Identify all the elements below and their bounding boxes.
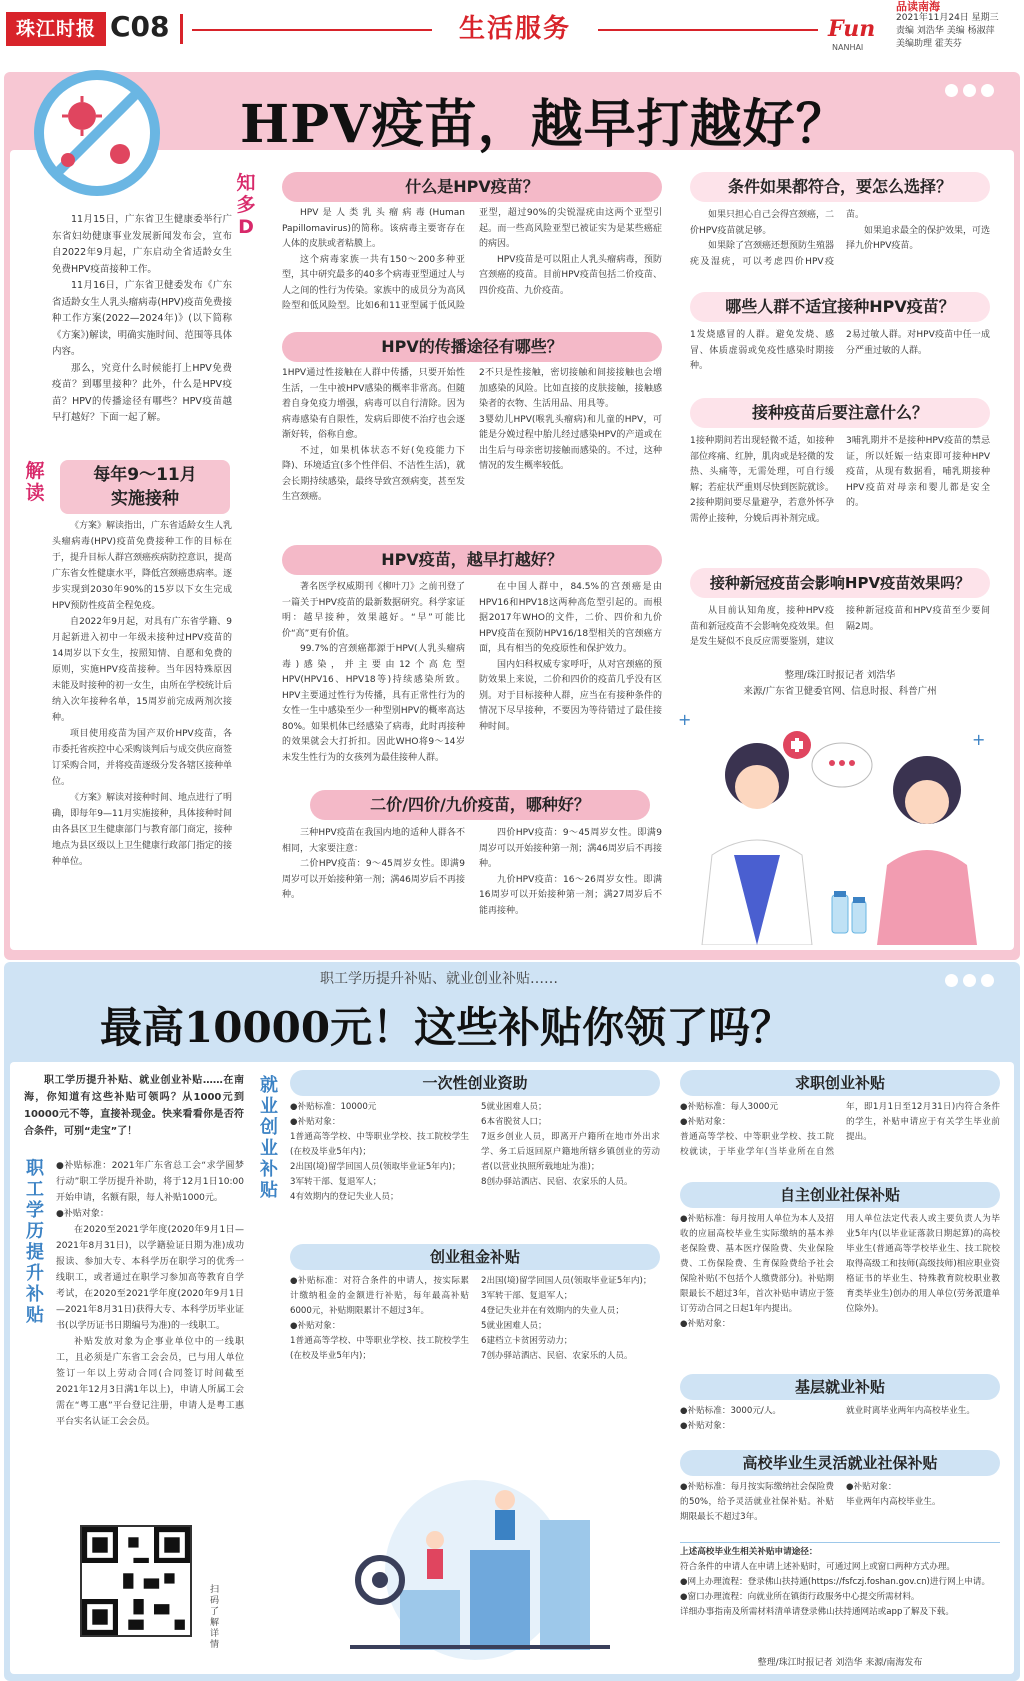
paper-logo: 珠江时报 [6,12,106,46]
qr-caption: 扫码了解详情 [210,1585,220,1650]
b1-item: 1普通高等学校、中等职业学校、技工院校学生(在校及毕业5年内)； [290,1132,469,1157]
intro-paragraph: 11月15日，广东省卫生健康委举行广东省妇幼健康事业发展新闻发布会，宣布自2022年9月起，广东启动全省适龄女生免费HPV疫苗接种工作。 [52,214,232,275]
hpv-intro [52,212,232,427]
q4-paragraph: 九价HPV疫苗：16～26周岁女性。即满16周岁可以开始接种第一剂；满27周岁后不能再接种。 [479,874,662,916]
intro-paragraph: 职工学历提升补贴、就业创业补贴……在南海，你知道有这些补贴可领吗？从1000元到10000元不等，直接补现金。快来看看你是否符合条件，可别“走宝”了！ [24,1075,244,1137]
credit-line: 整理/珠江时报记者 刘浩华 [784,670,896,681]
b1-heading: 一次性创业资助 [290,1070,660,1096]
svg-text:Fun: Fun [828,16,876,42]
qr-code-image [82,1527,190,1635]
b5-item: 就业时离毕业两年内高校毕业生。 [846,1406,975,1416]
q1-text [282,206,662,326]
q8-heading: 接种新冠疫苗会影响HPV疫苗效果吗？ [690,568,990,598]
q4-paragraph: 三种HPV疫苗在我国内地的适种人群各不相同，大家要注意： [282,828,465,854]
b2-heading: 创业租金补贴 [290,1244,660,1270]
b1-item: ●补贴标准：10000元 [290,1102,377,1112]
q2-paragraph: 1HPV通过性接触在人群中传播，只要开始性生活，一生中被HPV感染的概率非常高。但随着自身免疫力增强，病毒可以自行清除。因为病毒感染有自限性，发病后即使不治疗也会逐渐好转，俗称自愈。 [282,368,465,440]
q3-text [282,580,662,775]
b5-heading: 基层就业补贴 [680,1374,1000,1400]
b2-item: 1普通高等学校、中等职业学校、技工院校学生(在校及毕业5年内)； [290,1336,469,1361]
b2-text [290,1274,660,1424]
q5-paragraph: 如果追求最全的保护效果，可选择九价HPV疫苗。 [846,225,990,251]
b2-item: 4登记失业并在有效期内的失业人员； [481,1306,624,1316]
credit-line: 来源/广东省卫健委官网、信息时报、科普广州 [743,686,937,697]
q1-heading: 什么是HPV疫苗？ [282,172,662,202]
subsidy-subtitle: 职工学历提升补贴、就业创业补贴…… [320,971,558,987]
q5-text [690,208,990,288]
b4-item: ●补贴标准：每月按用人单位为本人及招收的应届高校毕业生实际缴纳的基本养老保险费、基本医疗保险费、失业保险费、工伤保险费、生育保险费给予社会保险补贴(不包括个人缴费部分)。补贴期限最长不超过3年，首次补贴申请应于签订劳动合同之日起1年内提出。 [680,1214,834,1314]
svg-text:NANHAI: NANHAI [832,43,864,52]
svg-text:+: + [678,710,692,729]
b4-item: 用人单位法定代表人或主要负责人为毕业5年内(以毕业证落款日期起算)的高校毕业生(普通高等学校毕业生、技工院校取得高级工和技师(高级技师)相应职业资格证书的毕业生、特殊教育院校职业教育类毕业生)创办的用人单位(劳务派遣单位除外)。 [846,1214,1000,1314]
b1-item: 8创办驿站酒店、民宿、农家乐的人员。 [481,1177,633,1187]
divider [180,14,183,44]
b1-item: ●补贴对象： [290,1117,341,1127]
decorative-dots [940,82,994,101]
decorative-dots [940,972,994,991]
q3-paragraph: 著名医学权威期刊《柳叶刀》之前刊登了一篇关于HPV疫苗的最新数据研究。科学家证明：越早接种，效果越好。“早”可能比价“高”更有价值。 [282,582,465,639]
tag-employment-subsidy: 就业创业补贴 [260,1075,278,1201]
hpv-credit [690,668,990,700]
b1-item: 2出国(境)留学回国人员(领取毕业证5年内)； [290,1162,461,1172]
q5-heading: 条件如果都符合，要怎么选择？ [690,172,990,202]
q4-heading: 二价/四价/九价疫苗，哪种好？ [310,790,650,820]
brand-name: 品读南海 [896,0,940,13]
b4-text [680,1212,1000,1380]
apply-line: 上述高校毕业生相关补贴申请途径： [680,1547,818,1557]
b2-item: ●补贴标准：对符合条件的申请人，按实际累计缴纳租金的金额进行补贴，每年最高补贴6000元，补贴期限累计不超过3年。 [290,1276,469,1316]
b1-item: 3军转干部、复退军人； [290,1177,382,1187]
q5-paragraph: 如果除了宫颈癌还想预防生殖器疣及湿疣，可以考虑四价HPV疫苗。 [690,210,865,267]
jiedu-subhead: 每年9～11月 实施接种 [60,460,230,514]
q3-heading: HPV疫苗，越早打越好？ [282,545,662,575]
q1-paragraph: HPV是人类乳头瘤病毒(Human Papillomavirus)的简称。该病毒主要寄存在人体的皮肤或者粘膜上。 [282,208,465,249]
subsidy-title: 最高10000元！这些补贴你领了吗？ [100,1003,793,1052]
tag-education-subsidy: 职工学历提升补贴 [26,1158,44,1326]
b2-item: 6建档立卡贫困劳动力； [481,1336,573,1346]
jiedu-paragraph: 《方案》解读指出，广东省适龄女生人乳头瘤病毒(HPV)疫苗免费接种工作的目标在于，提升目标人群宫颈癌疾病防控意识，提高广东省女性健康水平，降低宫颈癌患病率。逐步实现到2030年90%的15岁以下女生完成HPV预防性疫苗全程免疫。 [52,521,233,611]
brand-logo [826,6,888,54]
jiedu-paragraph: 《方案》解读对接种时间、地点进行了明确，即每年9—11月实施接种，具体接种时间由各县区卫生健康部门与教育部门商定，接种地点为县区级以上卫生健康行政部门指定的接种单位。 [52,793,233,867]
virus-forbidden-icon [22,58,172,208]
apply-info [680,1542,1000,1620]
doctor-patient-illustration [672,705,1002,945]
b1-item: 6本省脱贫人口； [481,1117,547,1127]
b1-item: 7返乡创业人员，即离开户籍所在地市外出求学、务工后返回原户籍地所辖乡镇创业的劳动者(以营业执照所载地址为准)； [481,1132,660,1172]
intro-paragraph: 11月16日，广东省卫健委发布《广东省适龄女生人乳头瘤病毒(HPV)疫苗免费接种工作方案(2022—2024年)》(以下简称《方案》)解读，明确实施时间、范围等具体内容。 [52,280,232,357]
q8-text [690,604,990,666]
svg-text:+: + [972,730,986,749]
b6-item: ●补贴标准：每月按实际缴纳社会保险费的50%，给予灵活就业社保补贴。补贴期限最长不超过3年。 [680,1482,834,1522]
q7-heading: 接种疫苗后要注意什么？ [690,398,990,428]
b6-item: 毕业两年内高校毕业生。 [846,1497,941,1507]
tag-jiedu: 解读 [25,460,45,504]
q3-paragraph: 国内妇科权威专家呼吁，从对宫颈癌的预防效果上来说，二价和四价的疫苗几乎没有区别。对于目标接种人群，应当在有接种条件的情况下尽早接种，不要因为等待错过了最佳接种时间。 [479,659,662,732]
q1-paragraph: HPV疫苗是可以阻止人乳头瘤病毒，预防宫颈癌的疫苗。目前HPV疫苗包括二价疫苗、四价疫苗、九价疫苗。 [479,254,662,296]
b5-text [680,1404,1000,1449]
b5-item: ●补贴对象： [680,1421,731,1431]
b3-heading: 求职创业补贴 [680,1070,1000,1096]
apply-line: ●窗口办理流程：向就业所在镇街行政服务中心提交所需材料。 [680,1592,920,1602]
text-paragraph: 在2020至2021学年度(2020年9月1日—2021年8月31日)，以学籍验证日期为准)成功报读、参加大专、本科学历在职学习的优秀一线职工，或者通过在职学习参加高等教育自学考试，在2020至2021学年度(2020年9月1日—2021年8月31日)获得大专、本科学历毕业证书(以学历证书日期编号为准)的一线职工。 [56,1225,244,1331]
b6-item: ●补贴对象： [846,1482,897,1492]
b3-item: ●补贴对象： [680,1117,731,1127]
editor-assistant: 美编助理 霍芙芬 [896,39,962,49]
masthead [0,0,1024,62]
b2-item: 2出国(境)留学回国人员(领取毕业证5年内)； [481,1276,652,1286]
b3-item: 普通高等学校、中等职业学校、技工院校就读，于毕业学年(当毕业所在自然年，即1月1日至12月31日)内符合条件的学生，补贴申请应于有关学生毕业前提出。 [680,1102,1000,1157]
qr-code[interactable] [80,1525,192,1637]
divider [192,29,432,31]
q8-paragraph: 从目前认知角度，接种HPV疫苗和新冠疫苗不会影响免疫效果。但是发生疑似不良反应需要鉴别，建议接种新冠疫苗和HPV疫苗至少要间隔2周。 [690,606,990,647]
b4-item: ●补贴对象： [680,1319,731,1329]
q2-paragraph: 2不只是性接触，密切接触和间接接触也会增加感染的风险。比如直接的皮肤接触，接触感染者的衣物、生活用品、用具等。 [479,368,662,409]
subsidy-credit: 整理/珠江时报记者 刘浩华 来源/南海发布 [757,1658,923,1668]
q2-paragraph: 不过，如果机体状态不好(免疫能力下降)、环境适宜(多个性伴侣、不洁性生活)，就会长期持续感染，最终导致宫颈病变，甚至发生宫颈癌。 [282,445,465,502]
q3-paragraph: 在中国人群中，84.5%的宫颈癌是由HPV16和HPV18这两种高危型引起的。而根据2017年WHO的文件，二价、四价和九价HPV疫苗在预防HPV16/18型相关的宫颈癌方面，具有相当的免疫原性和保护效力。 [479,582,662,654]
editors: 责编 刘浩华 美编 杨淑萍 [896,26,995,36]
q2-text [282,366,662,536]
q7-paragraph: 3哺乳期并不是接种HPV疫苗的禁忌证，所以妊娠一结束即可接种HPV疫苗，从现有数据看，哺乳期接种HPV疫苗对母亲和婴儿都是安全的。 [846,436,990,508]
b3-item: ●补贴标准：每人3000元 [680,1102,779,1112]
b6-heading: 高校毕业生灵活就业社保补贴 [680,1450,1000,1476]
issue-date: 2021年11月24日 星期三 [896,13,999,23]
q6-paragraph: 1发烧感冒的人群。避免发烧、感冒、体质虚弱或免疫性感染时期接种。 [690,330,834,371]
b1-item: 5就业困难人员； [481,1102,547,1112]
q6-paragraph: 2易过敏人群。对HPV疫苗中任一成分严重过敏的人群。 [846,330,990,356]
jiedu-paragraph: 自2022年9月起，对具有广东省学籍、9月起新进入初中一年级未接种过HPV疫苗的14周岁以下女生，按照知情、自愿和免费的原则，实施HPV疫苗接种。当年因特殊原因未能及时接种的初一女生，由所在学校统计后纳入次年接种名单，15周岁前完成两剂次接种。 [52,617,233,723]
b6-text [680,1480,1000,1540]
q6-text [690,328,990,390]
b2-item: ●补贴对象： [290,1321,341,1331]
section-title: 生活服务 [458,14,571,44]
office-illustration [290,1430,660,1665]
q4-text [282,826,662,946]
issue-info [896,12,999,51]
q4-paragraph: 二价HPV疫苗：9～45周岁女性。即满9周岁可以开始接种第一剂；满46周岁后不再接种。 [282,859,465,900]
apply-line: ●网上办理流程：登录佛山扶持通(https://fsfczj.foshan.gov.cn)进行网上申请。 [680,1577,991,1587]
q7-paragraph: 2接种期间要尽量避孕，若意外怀孕需停止接种，分娩后再补剂完成。 [690,498,834,524]
b4-heading: 自主创业社保补贴 [680,1182,1000,1208]
b2-item: 3军转干部、复退军人； [481,1291,573,1301]
apply-line: 符合条件的申请人在申请上述补贴时，可通过网上或窗口两种方式办理。 [680,1562,956,1572]
q4-paragraph: 四价HPV疫苗：9～45周岁女性。即满9周岁可以开始接种第一剂；满46周岁后不再接种。 [479,828,662,869]
q7-text [690,434,990,559]
subsidy-intro [24,1072,244,1140]
q6-heading: 哪些人群不适宜接种HPV疫苗？ [690,292,990,322]
b2-item: 5就业困难人员； [481,1321,547,1331]
b1-item: 4有效期内的登记失业人员； [290,1192,399,1202]
page-number: C08 [110,10,170,43]
jiedu-paragraph: 项目使用疫苗为国产双价HPV疫苗，各市委托省疾控中心采购谈判后与成交供应商签订采购合同，并将疫苗逐级分发各辖区接种单位。 [52,729,233,787]
b3-text [680,1100,1000,1175]
intro-paragraph: 那么，究竟什么时候能打上HPV免费疫苗？到哪里接种？此外，什么是HPV疫苗？HPV的传播途径有哪些？HPV疫苗越早打越好？下面一起了解。 [52,362,232,423]
text-paragraph: 补贴发放对象为企事业单位中的一线职工，且必须是广东省工会会员，已与用人单位签订一年以上劳动合同(合同签订时间截至2021年12月3日满1年以上)，申请人所属工会需在“粤工惠”平台登记注册，申请人是粤工惠平台实名认证工会会员。 [56,1337,244,1427]
text-paragraph: ●补贴对象： [56,1209,109,1219]
q7-paragraph: 1接种期间若出现轻微不适，如接种部位疼痛、红肿，肌肉或是轻微的发热、头痛等，无需处理，可自行缓解；若症状严重则尽快到医院就诊。 [690,436,835,493]
q1-paragraph: 这个病毒家族一共有150～200多种亚型，其中研究最多的40多个病毒亚型通过人与人之间的性行为传染。家族中的成员分为高风险型和低风险型。比如6和11亚型属于低风险亚型，超过90%的尖锐湿疣由这两个亚型引起。而一些高风险亚型已被证实为是某些癌症的病因。 [282,208,662,311]
education-subsidy-text [56,1158,244,1430]
q5-paragraph: 如果只担心自己会得宫颈癌，二价HPV疫苗就足够。 [690,210,835,236]
divider [598,29,818,31]
q3-paragraph: 99.7%的宫颈癌都源于HPV(人乳头瘤病毒)感染，并主要由12个高危型HPV(HPV16、HPV18等)持续感染所致。HPV主要通过性行为传播，具有正常性行为的女性一生中感染至少一种型别HPV的概率高达80%。如果机体已经感染了病毒，此时再接种的效果就会大打折扣。因此WHO将9～14岁未发生性行为的女孩列为最佳接种人群。 [282,644,465,763]
tag-zhiduo: 知多D [236,172,256,238]
b5-item: ●补贴标准：3000元/人。 [680,1406,782,1416]
b2-item: 7创办驿站酒店、民宿、农家乐的人员。 [481,1351,633,1361]
q2-paragraph: 3婴幼儿HPV(喉乳头瘤病)和儿童的HPV，可能是分娩过程中胎儿经过感染HPV的产道或在出生后与母亲密切接触而感染的。不过，这种情况的发生概率较低。 [479,414,662,471]
q2-heading: HPV的传播途径有哪些？ [282,332,662,362]
b1-text [290,1100,660,1238]
text-paragraph: ●补贴标准：2021年广东省总工会“求学圆梦行动”职工学历提升补助，将于12月1日10:00开始申请，名额有限，每人补贴1000元。 [56,1161,244,1203]
hpv-title: HPV疫苗，越早打越好？ [240,94,849,155]
apply-line: 详细办事指南及所需材料清单请登录佛山扶持通网站或app了解及下载。 [680,1607,954,1617]
jiedu-text [52,518,232,870]
